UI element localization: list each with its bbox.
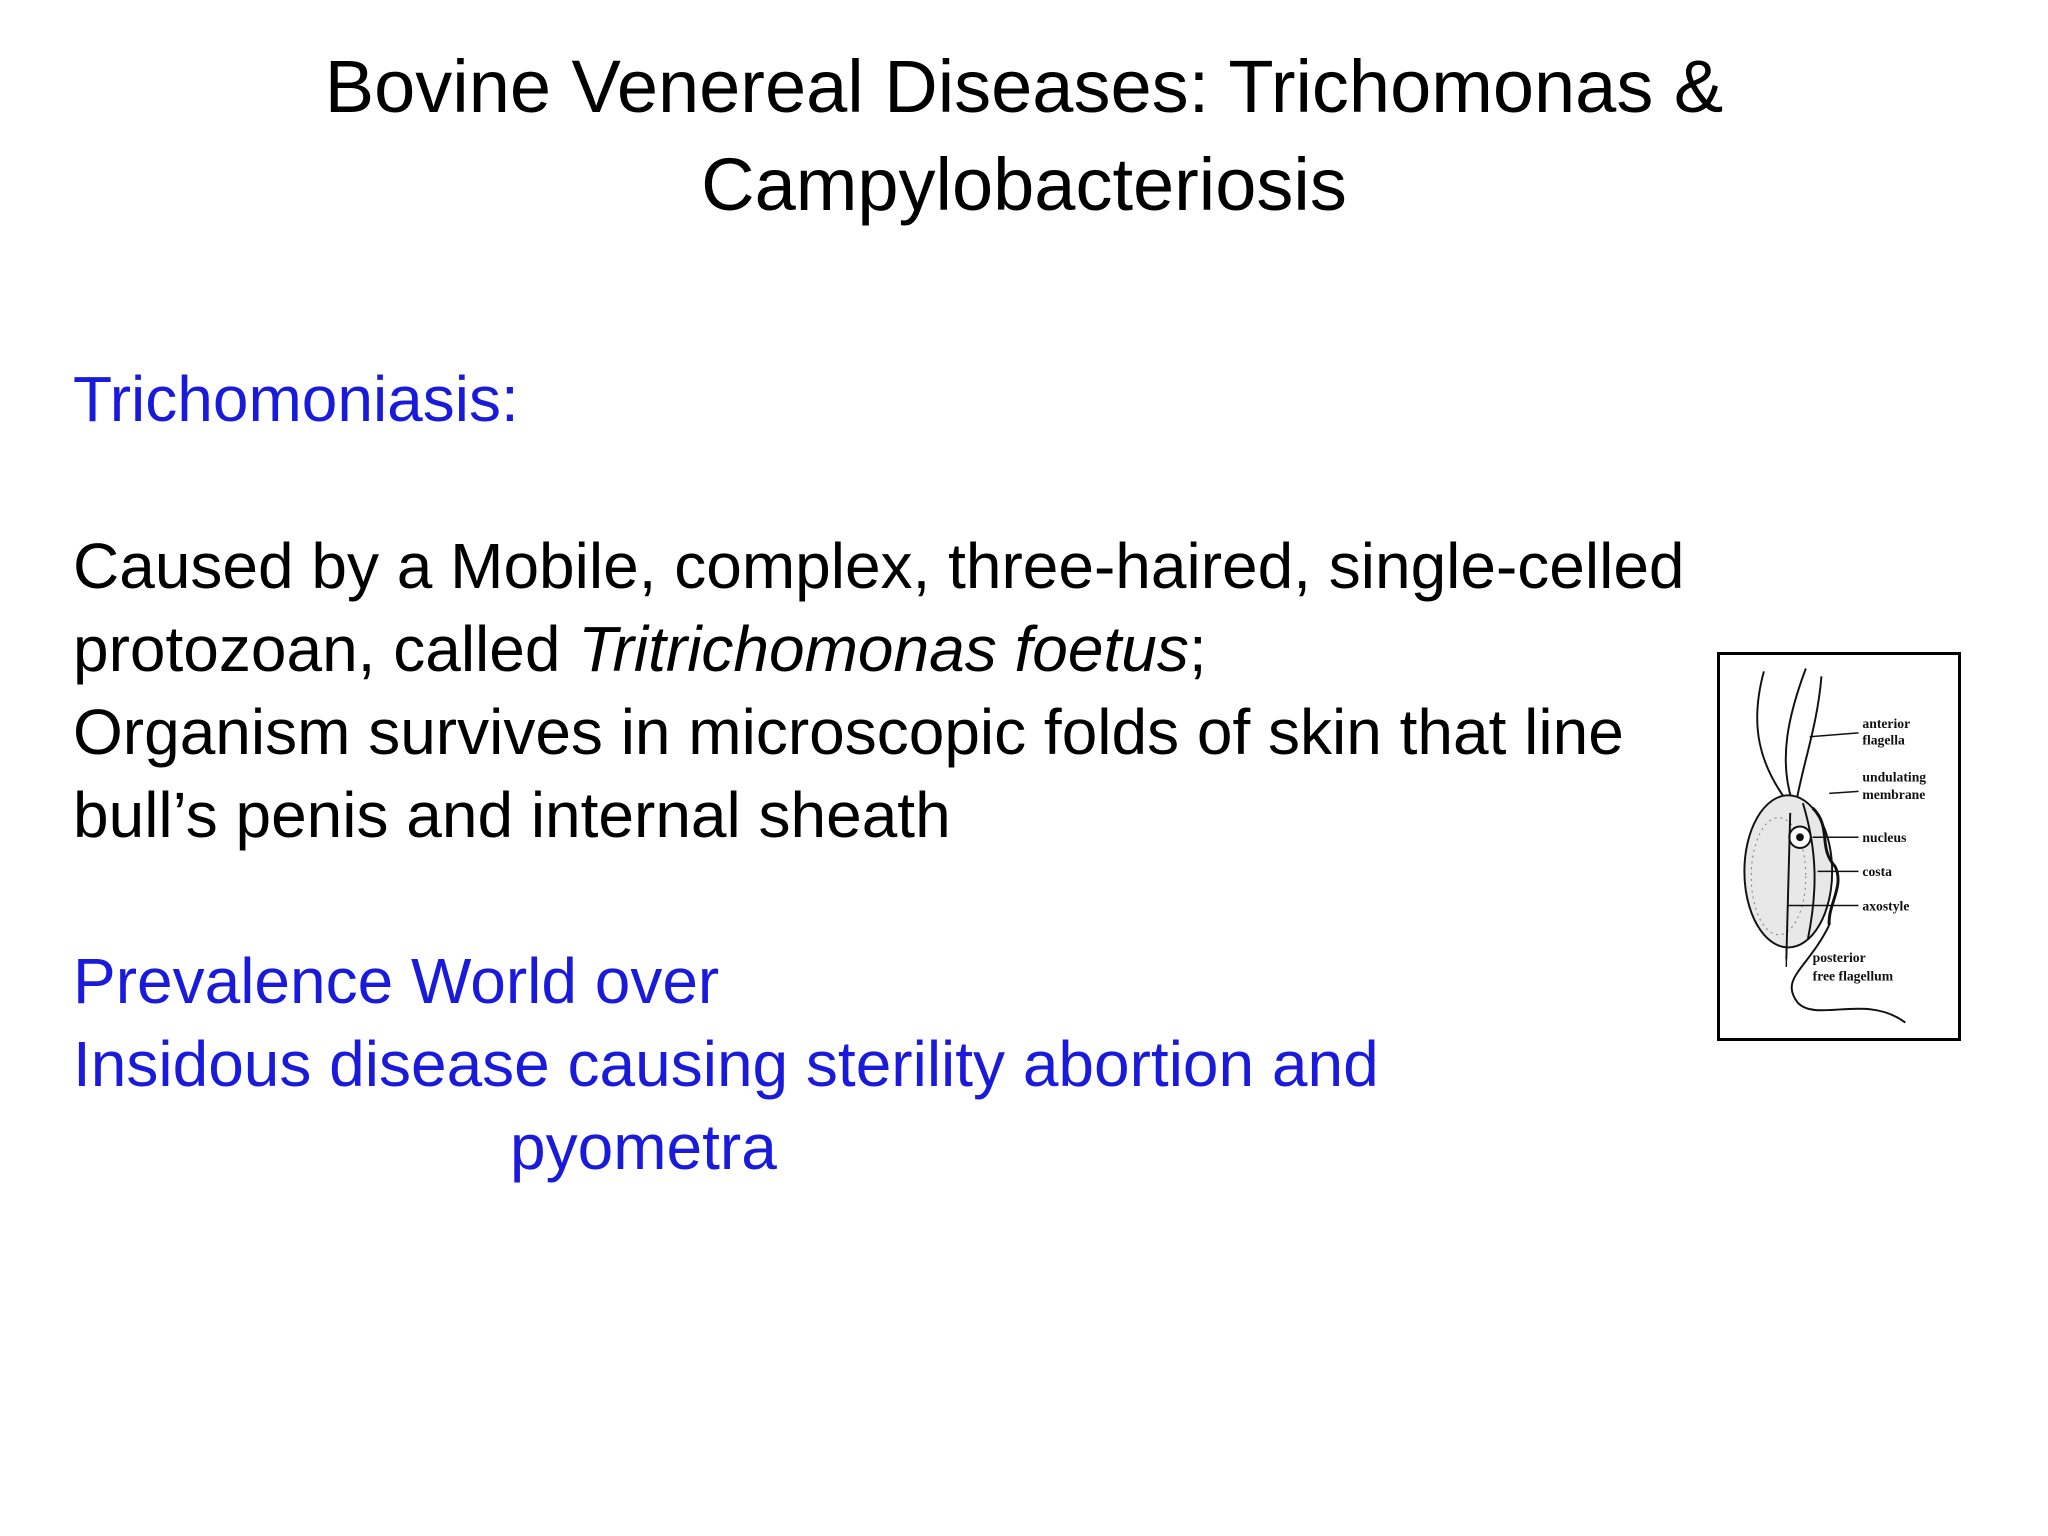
trichomonas-illustration (1720, 655, 1958, 1038)
trichomonas-diagram (1717, 652, 1961, 1041)
leader-anterior (1810, 733, 1859, 737)
slide-title-line-1: Bovine Venereal Diseases: Trichomonas & (324, 45, 1724, 128)
label-axostyle: axostyle (1862, 898, 1910, 914)
cause-line-1: Caused by a Mobile, complex, three-haired, single-celled (73, 530, 1685, 602)
anterior-flagellum-2 (1786, 668, 1806, 801)
nucleolus-shape (1796, 833, 1804, 841)
organism-name: Tritrichomonas foetus (578, 613, 1189, 685)
cause-paragraph (73, 525, 1685, 857)
leader-undulating (1829, 791, 1858, 793)
anterior-flagellum-1 (1757, 671, 1788, 803)
prevalence-line-2: Insidous disease causing sterility abortion and (73, 1028, 1379, 1100)
label-anterior: anterior (1862, 715, 1911, 731)
prevalence-paragraph (73, 940, 1379, 1189)
label-free-flagellum: free flagellum (1812, 968, 1894, 984)
prevalence-line-3: pyometra (510, 1111, 777, 1183)
label-undulating: undulating (1862, 769, 1927, 785)
cause-line-2-suffix: ; (1188, 613, 1207, 685)
label-costa: costa (1862, 864, 1892, 880)
slide-title-line-2: Campylobacteriosis (701, 143, 1347, 226)
cause-line-2-prefix: protozoan, called (73, 613, 579, 685)
section-heading: Trichomoniasis: (73, 363, 519, 435)
label-posterior: posterior (1812, 950, 1866, 966)
cause-line-3: Organism survives in microscopic folds of skin that line (73, 696, 1624, 768)
prevalence-line-1: Prevalence World over (73, 945, 720, 1017)
anterior-flagellum-3 (1796, 676, 1821, 803)
label-membrane: membrane (1862, 787, 1926, 803)
label-nucleus: nucleus (1862, 830, 1907, 846)
slide-title (0, 38, 2048, 234)
cause-line-4: bull’s penis and internal sheath (73, 779, 951, 851)
cause-line-2 (73, 608, 1685, 691)
label-flagella: flagella (1862, 732, 1905, 748)
